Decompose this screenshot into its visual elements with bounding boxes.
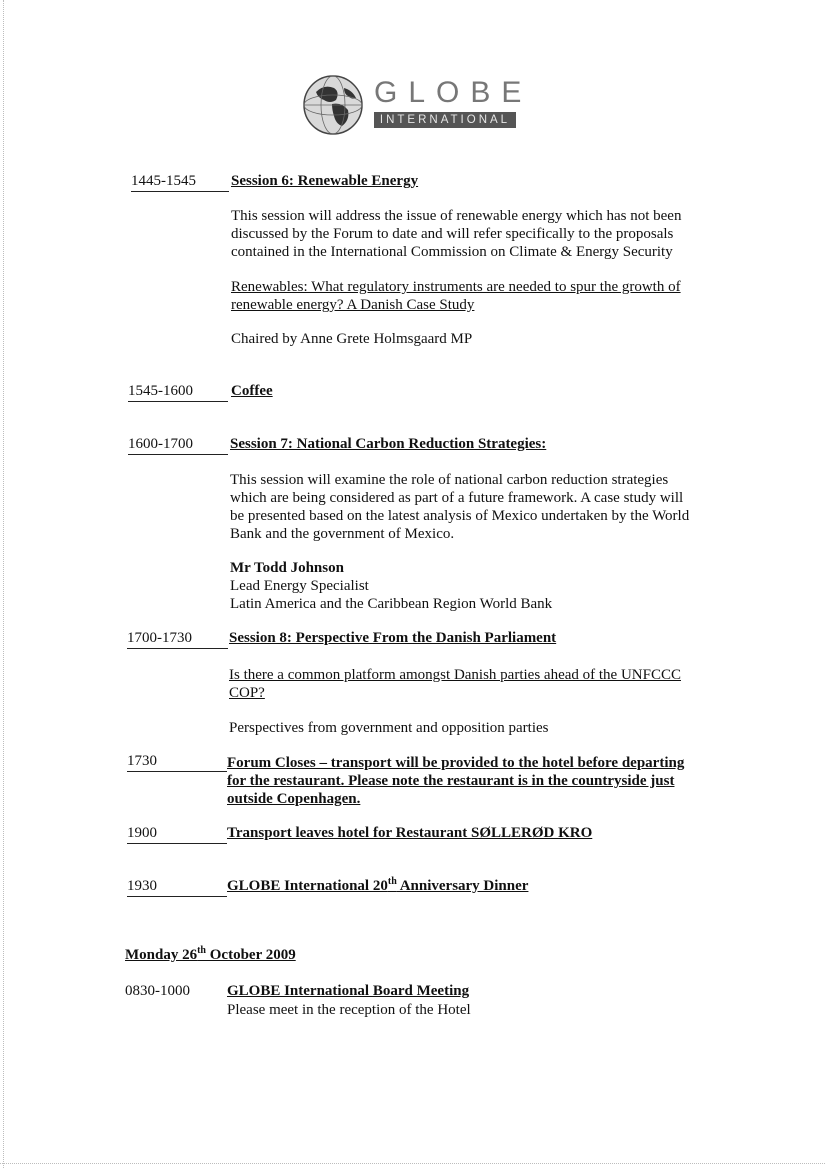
session-6-description <box>231 207 681 261</box>
day-heading <box>125 947 296 964</box>
title-text: Anniversary Dinner <box>396 878 529 894</box>
session-title: Session 7: National Carbon Reduction Strategies: <box>230 436 547 452</box>
text-line: Renewables: What regulatory instruments are needed to spur the growth of <box>231 279 681 295</box>
session-7-description <box>230 471 689 543</box>
session-time: 1445-1545 <box>131 173 229 192</box>
session-time: 1545-1600 <box>128 383 228 402</box>
speaker-organization: Latin America and the Caribbean Region World Bank <box>230 596 553 612</box>
text-line: This session will address the issue of renewable energy which has not been <box>231 208 682 224</box>
speaker-name: Mr Todd Johnson <box>230 560 344 576</box>
session-7-speaker <box>230 559 552 613</box>
heading-text: Monday 26 <box>125 947 198 963</box>
ordinal-suffix: th <box>387 876 397 887</box>
session-6-chair: Chaired by Anne Grete Holmsgaard MP <box>231 331 473 347</box>
text-line: contained in the International Commission on Climate & Energy Security <box>231 244 673 260</box>
session-6-question <box>231 278 681 314</box>
text-line: Forum Closes – transport will be provided to the hotel before departing <box>227 755 685 771</box>
session-time: 1900 <box>127 825 227 844</box>
session-8-note: Perspectives from government and opposition parties <box>229 720 549 736</box>
logo-wordmark: GLOBE <box>374 76 533 109</box>
session-title: Session 6: Renewable Energy <box>231 173 419 189</box>
speaker-role: Lead Energy Specialist <box>230 578 369 594</box>
text-line: discussed by the Forum to date and will refer specifically to the proposals <box>231 226 674 242</box>
globe-international-logo <box>302 74 533 138</box>
ordinal-suffix: th <box>197 945 206 956</box>
page-edge-bottom <box>0 1163 825 1165</box>
board-meeting-note: Please meet in the reception of the Hotel <box>227 1002 471 1018</box>
text-line: Is there a common platform amongst Danish parties ahead of the UNFCCC <box>229 667 681 683</box>
text-line: for the restaurant. Please note the restaurant is in the countryside just <box>227 773 675 789</box>
page-edge-left <box>3 0 5 1168</box>
session-time: 1730 <box>127 753 227 772</box>
session-title: GLOBE International Board Meeting <box>227 983 470 999</box>
logo-subtitle: INTERNATIONAL <box>374 112 516 128</box>
session-time: 1600-1700 <box>128 436 228 455</box>
session-title: Session 8: Perspective From the Danish Parliament <box>229 630 557 646</box>
text-line: Bank and the government of Mexico. <box>230 526 455 542</box>
globe-icon <box>302 74 364 136</box>
text-line: COP? <box>229 685 265 701</box>
session-time: 0830-1000 <box>125 983 190 999</box>
forum-close-text <box>227 754 684 808</box>
title-text: GLOBE International 20 <box>227 878 388 894</box>
session-time: 1700-1730 <box>127 630 228 649</box>
text-line: This session will examine the role of national carbon reduction strategies <box>230 472 669 488</box>
session-title: Coffee <box>231 383 273 399</box>
session-time: 1930 <box>127 878 227 897</box>
text-line: outside Copenhagen. <box>227 791 361 807</box>
session-title <box>227 878 528 895</box>
session-8-question <box>229 666 681 702</box>
text-line: renewable energy? A Danish Case Study <box>231 297 475 313</box>
heading-text: October 2009 <box>206 947 296 963</box>
session-title: Transport leaves hotel for Restaurant SØLLERØD KRO <box>227 825 593 841</box>
text-line: which are being considered as part of a future framework. A case study will <box>230 490 684 506</box>
text-line: be presented based on the latest analysis of Mexico undertaken by the World <box>230 508 690 524</box>
